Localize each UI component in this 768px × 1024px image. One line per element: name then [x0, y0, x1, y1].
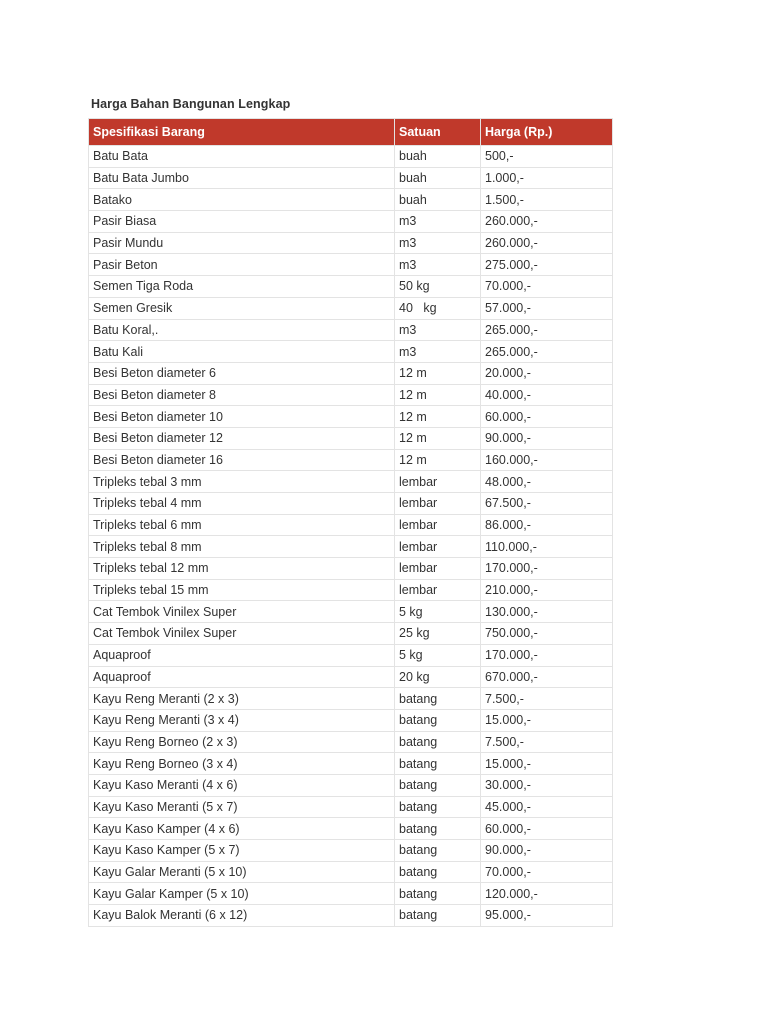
cell-satuan: 12 m [395, 427, 481, 449]
cell-satuan: lembar [395, 536, 481, 558]
table-row [89, 753, 613, 775]
table-row [89, 558, 613, 580]
cell-spesifikasi: Batu Kali [89, 341, 395, 363]
cell-satuan: m3 [395, 232, 481, 254]
cell-harga: 60.000,- [481, 406, 613, 428]
table-row [89, 232, 613, 254]
table-row [89, 601, 613, 623]
table-row [89, 406, 613, 428]
table-header [89, 119, 613, 146]
cell-spesifikasi: Cat Tembok Vinilex Super [89, 601, 395, 623]
cell-spesifikasi: Kayu Balok Meranti (6 x 12) [89, 905, 395, 927]
cell-satuan: 12 m [395, 384, 481, 406]
table-row [89, 341, 613, 363]
cell-spesifikasi: Kayu Reng Meranti (2 x 3) [89, 688, 395, 710]
cell-satuan: lembar [395, 579, 481, 601]
cell-spesifikasi: Cat Tembok Vinilex Super [89, 623, 395, 645]
table-row [89, 211, 613, 233]
cell-spesifikasi: Semen Tiga Roda [89, 276, 395, 298]
cell-harga: 70.000,- [481, 276, 613, 298]
cell-spesifikasi: Tripleks tebal 12 mm [89, 558, 395, 580]
cell-spesifikasi: Kayu Reng Borneo (3 x 4) [89, 753, 395, 775]
table-row [89, 514, 613, 536]
cell-harga: 60.000,- [481, 818, 613, 840]
table-row [89, 362, 613, 384]
cell-harga: 130.000,- [481, 601, 613, 623]
cell-satuan: batang [395, 818, 481, 840]
cell-satuan: m3 [395, 254, 481, 276]
cell-spesifikasi: Besi Beton diameter 10 [89, 406, 395, 428]
cell-spesifikasi: Pasir Beton [89, 254, 395, 276]
cell-harga: 90.000,- [481, 840, 613, 862]
cell-satuan: batang [395, 774, 481, 796]
cell-satuan: 5 kg [395, 601, 481, 623]
cell-satuan: lembar [395, 471, 481, 493]
table-row [89, 623, 613, 645]
table-row [89, 449, 613, 471]
cell-spesifikasi: Batu Bata Jumbo [89, 167, 395, 189]
cell-harga: 7.500,- [481, 731, 613, 753]
cell-spesifikasi: Kayu Galar Kamper (5 x 10) [89, 883, 395, 905]
cell-spesifikasi: Tripleks tebal 4 mm [89, 493, 395, 515]
cell-satuan: 50 kg [395, 276, 481, 298]
cell-satuan: 25 kg [395, 623, 481, 645]
cell-harga: 48.000,- [481, 471, 613, 493]
table-row [89, 427, 613, 449]
cell-harga: 265.000,- [481, 319, 613, 341]
cell-harga: 90.000,- [481, 427, 613, 449]
cell-spesifikasi: Batako [89, 189, 395, 211]
cell-spesifikasi: Tripleks tebal 15 mm [89, 579, 395, 601]
cell-harga: 110.000,- [481, 536, 613, 558]
table-row [89, 146, 613, 168]
cell-satuan: batang [395, 840, 481, 862]
table-row [89, 709, 613, 731]
cell-harga: 1.000,- [481, 167, 613, 189]
header-harga: Harga (Rp.) [481, 119, 613, 146]
table-row [89, 796, 613, 818]
cell-satuan: lembar [395, 514, 481, 536]
header-spesifikasi: Spesifikasi Barang [89, 119, 395, 146]
cell-harga: 95.000,- [481, 905, 613, 927]
table-row [89, 493, 613, 515]
header-row [89, 119, 613, 146]
cell-satuan: buah [395, 167, 481, 189]
page-title: Harga Bahan Bangunan Lengkap [91, 97, 291, 111]
cell-harga: 67.500,- [481, 493, 613, 515]
cell-harga: 670.000,- [481, 666, 613, 688]
table-row [89, 536, 613, 558]
cell-satuan: lembar [395, 558, 481, 580]
cell-harga: 15.000,- [481, 753, 613, 775]
cell-spesifikasi: Kayu Galar Meranti (5 x 10) [89, 861, 395, 883]
cell-satuan: batang [395, 688, 481, 710]
cell-satuan: 5 kg [395, 644, 481, 666]
cell-spesifikasi: Aquaproof [89, 644, 395, 666]
cell-satuan: batang [395, 796, 481, 818]
table-row [89, 861, 613, 883]
cell-spesifikasi: Batu Koral,. [89, 319, 395, 341]
cell-spesifikasi: Tripleks tebal 3 mm [89, 471, 395, 493]
cell-harga: 7.500,- [481, 688, 613, 710]
cell-satuan: batang [395, 905, 481, 927]
cell-spesifikasi: Besi Beton diameter 8 [89, 384, 395, 406]
cell-spesifikasi: Kayu Kaso Kamper (4 x 6) [89, 818, 395, 840]
table-row [89, 189, 613, 211]
table-row [89, 731, 613, 753]
cell-harga: 260.000,- [481, 232, 613, 254]
cell-spesifikasi: Tripleks tebal 6 mm [89, 514, 395, 536]
cell-satuan: m3 [395, 319, 481, 341]
cell-harga: 30.000,- [481, 774, 613, 796]
cell-satuan: lembar [395, 493, 481, 515]
table-row [89, 579, 613, 601]
cell-harga: 750.000,- [481, 623, 613, 645]
price-table [88, 118, 613, 927]
cell-harga: 170.000,- [481, 644, 613, 666]
table-row [89, 319, 613, 341]
table-row [89, 384, 613, 406]
table-row [89, 840, 613, 862]
cell-satuan: 12 m [395, 406, 481, 428]
cell-harga: 160.000,- [481, 449, 613, 471]
cell-spesifikasi: Kayu Kaso Meranti (4 x 6) [89, 774, 395, 796]
cell-harga: 86.000,- [481, 514, 613, 536]
cell-spesifikasi: Pasir Biasa [89, 211, 395, 233]
cell-spesifikasi: Tripleks tebal 8 mm [89, 536, 395, 558]
table-body [89, 146, 613, 927]
cell-satuan: batang [395, 861, 481, 883]
cell-spesifikasi: Kayu Kaso Meranti (5 x 7) [89, 796, 395, 818]
table-row [89, 276, 613, 298]
cell-spesifikasi: Kayu Reng Meranti (3 x 4) [89, 709, 395, 731]
cell-spesifikasi: Batu Bata [89, 146, 395, 168]
cell-satuan: batang [395, 883, 481, 905]
cell-satuan: buah [395, 189, 481, 211]
cell-harga: 45.000,- [481, 796, 613, 818]
cell-harga: 120.000,- [481, 883, 613, 905]
cell-harga: 210.000,- [481, 579, 613, 601]
table-row [89, 254, 613, 276]
table-row [89, 818, 613, 840]
cell-harga: 265.000,- [481, 341, 613, 363]
cell-harga: 260.000,- [481, 211, 613, 233]
cell-spesifikasi: Kayu Kaso Kamper (5 x 7) [89, 840, 395, 862]
cell-harga: 40.000,- [481, 384, 613, 406]
cell-spesifikasi: Besi Beton diameter 16 [89, 449, 395, 471]
cell-satuan: 12 m [395, 362, 481, 384]
cell-satuan: m3 [395, 341, 481, 363]
table-row [89, 688, 613, 710]
cell-spesifikasi: Aquaproof [89, 666, 395, 688]
table-row [89, 774, 613, 796]
cell-satuan: batang [395, 709, 481, 731]
cell-satuan: batang [395, 753, 481, 775]
table-row [89, 905, 613, 927]
cell-spesifikasi: Besi Beton diameter 12 [89, 427, 395, 449]
cell-spesifikasi: Besi Beton diameter 6 [89, 362, 395, 384]
table-row [89, 644, 613, 666]
cell-harga: 500,- [481, 146, 613, 168]
cell-satuan: 40 kg [395, 297, 481, 319]
cell-harga: 275.000,- [481, 254, 613, 276]
cell-spesifikasi: Pasir Mundu [89, 232, 395, 254]
cell-spesifikasi: Kayu Reng Borneo (2 x 3) [89, 731, 395, 753]
table-row [89, 297, 613, 319]
cell-harga: 20.000,- [481, 362, 613, 384]
cell-satuan: batang [395, 731, 481, 753]
table-row [89, 471, 613, 493]
cell-harga: 57.000,- [481, 297, 613, 319]
table-row [89, 883, 613, 905]
table-row [89, 666, 613, 688]
cell-satuan: m3 [395, 211, 481, 233]
cell-satuan: 20 kg [395, 666, 481, 688]
cell-spesifikasi: Semen Gresik [89, 297, 395, 319]
cell-harga: 170.000,- [481, 558, 613, 580]
table-row [89, 167, 613, 189]
cell-harga: 1.500,- [481, 189, 613, 211]
header-satuan: Satuan [395, 119, 481, 146]
cell-harga: 70.000,- [481, 861, 613, 883]
cell-harga: 15.000,- [481, 709, 613, 731]
cell-satuan: buah [395, 146, 481, 168]
cell-satuan: 12 m [395, 449, 481, 471]
